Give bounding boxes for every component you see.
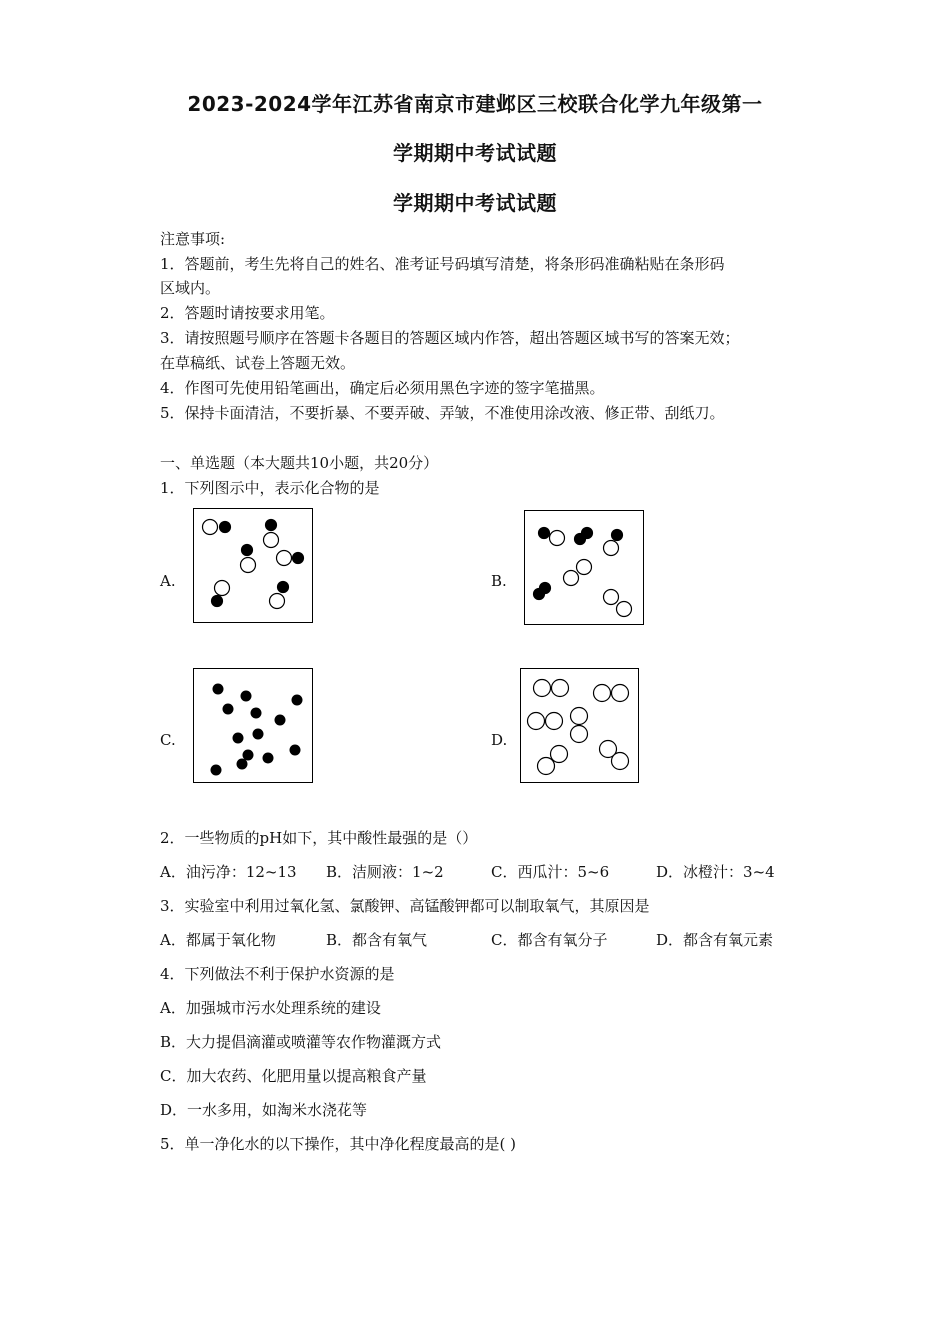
white-atom xyxy=(564,571,579,586)
question-4-stem: 4．下列做法不利于保护水资源的是 xyxy=(160,965,395,983)
white-atom xyxy=(612,685,629,702)
white-atom xyxy=(277,551,292,566)
black-atom xyxy=(233,733,244,744)
black-atom xyxy=(278,582,289,593)
notice-item: 2．答题时请按要求用笔。 xyxy=(160,304,335,322)
q4-option-c[interactable]: C．加大农药、化肥用量以提高粮食产量 xyxy=(160,1067,427,1085)
white-atom xyxy=(534,680,551,697)
black-atom xyxy=(293,553,304,564)
black-atom xyxy=(263,753,274,764)
notice-heading: 注意事项: xyxy=(160,230,226,248)
q4-option-a[interactable]: A．加强城市污水处理系统的建设 xyxy=(160,999,381,1017)
black-atom xyxy=(292,695,303,706)
q1-figure-b xyxy=(524,510,644,625)
black-atom xyxy=(243,750,254,761)
white-atom xyxy=(612,753,629,770)
q3-option-b[interactable]: B．都含有氧气 xyxy=(326,931,428,949)
white-atom xyxy=(270,594,285,609)
molecule-diagram-a xyxy=(194,509,314,624)
white-atom xyxy=(528,713,545,730)
white-atom xyxy=(546,713,563,730)
white-atom xyxy=(203,520,218,535)
white-atom xyxy=(264,533,279,548)
white-atom xyxy=(550,531,565,546)
black-atom xyxy=(539,528,550,539)
molecule-diagram-b xyxy=(525,511,645,626)
q2-option-a[interactable]: A．油污净：12~13 xyxy=(160,863,297,881)
white-atom xyxy=(617,602,632,617)
notice-item: 区域内。 xyxy=(160,279,221,297)
black-atom xyxy=(211,765,222,776)
q1-figure-c xyxy=(193,668,313,783)
q1-figure-d xyxy=(520,668,639,783)
notice-item: 5．保持卡面清洁，不要折暴、不要弄破、弄皱，不准使用涂改液、修正带、刮纸刀。 xyxy=(160,404,725,422)
black-atom xyxy=(534,589,545,600)
notice-item: 在草稿纸、试卷上答题无效。 xyxy=(160,354,356,372)
q1-option-d-label[interactable]: D. xyxy=(491,731,508,749)
notice-item: 4．作图可先使用铅笔画出，确定后必须用黑色字迹的签字笔描黑。 xyxy=(160,379,605,397)
exam-title-line2: 学期期中考试试题 xyxy=(393,141,557,165)
white-atom xyxy=(552,680,569,697)
q2-option-d[interactable]: D．冰橙汁：3~4 xyxy=(656,863,775,881)
black-atom xyxy=(612,530,623,541)
black-atom xyxy=(242,545,253,556)
question-2-stem: 2．一些物质的pH如下，其中酸性最强的是（） xyxy=(160,829,478,847)
black-atom xyxy=(220,522,231,533)
white-atom xyxy=(571,708,588,725)
q2-option-b[interactable]: B．洁厕液：1~2 xyxy=(326,863,444,881)
question-1-stem: 1．下列图示中，表示化合物的是 xyxy=(160,479,380,497)
black-atom xyxy=(237,759,248,770)
molecule-diagram-c xyxy=(194,669,314,784)
black-atom xyxy=(266,520,277,531)
exam-title-line3: 学期期中考试试题 xyxy=(393,191,557,215)
q1-figure-a xyxy=(193,508,313,623)
white-atom xyxy=(604,590,619,605)
notice-item: 1．答题前，考生先将自己的姓名、准考证号码填写清楚，将条形码准确粘贴在条形码 xyxy=(160,255,725,273)
q2-option-c[interactable]: C．西瓜汁：5~6 xyxy=(491,863,610,881)
white-atom xyxy=(604,541,619,556)
q3-option-a[interactable]: A．都属于氧化物 xyxy=(160,931,276,949)
white-atom xyxy=(215,581,230,596)
white-atom xyxy=(594,685,611,702)
black-atom xyxy=(213,684,224,695)
q4-option-b[interactable]: B．大力提倡滴灌或喷灌等农作物灌溉方式 xyxy=(160,1033,442,1051)
white-atom xyxy=(577,560,592,575)
black-atom xyxy=(253,729,264,740)
q3-option-d[interactable]: D．都含有氧元素 xyxy=(656,931,774,949)
notice-item: 3．请按照题号顺序在答题卡各题目的答题区域内作答，超出答题区域书写的答案无效； xyxy=(160,329,740,347)
black-atom xyxy=(290,745,301,756)
question-5-stem: 5．单一净化水的以下操作，其中净化程度最高的是( ) xyxy=(160,1135,517,1153)
black-atom xyxy=(223,704,234,715)
exam-title-line1: 2023-2024学年江苏省南京市建邺区三校联合化学九年级第一 xyxy=(187,92,763,116)
q4-option-d[interactable]: D．一水多用，如淘米水浇花等 xyxy=(160,1101,368,1119)
white-atom xyxy=(538,758,555,775)
black-atom xyxy=(251,708,262,719)
black-atom xyxy=(582,528,593,539)
q1-option-c-label[interactable]: C. xyxy=(160,731,176,749)
black-atom xyxy=(212,596,223,607)
section-heading: 一、单选题（本大题共10小题，共20分） xyxy=(160,454,439,472)
white-atom xyxy=(571,726,588,743)
white-atom xyxy=(241,558,256,573)
black-atom xyxy=(241,691,252,702)
molecule-diagram-d xyxy=(521,669,640,784)
black-atom xyxy=(275,715,286,726)
q3-option-c[interactable]: C．都含有氧分子 xyxy=(491,931,608,949)
white-atom xyxy=(551,746,568,763)
q1-option-b-label[interactable]: B. xyxy=(491,572,507,590)
question-3-stem: 3．实验室中利用过氧化氢、氯酸钾、高锰酸钾都可以制取氧气，其原因是 xyxy=(160,897,650,915)
q1-option-a-label[interactable]: A. xyxy=(160,572,176,590)
